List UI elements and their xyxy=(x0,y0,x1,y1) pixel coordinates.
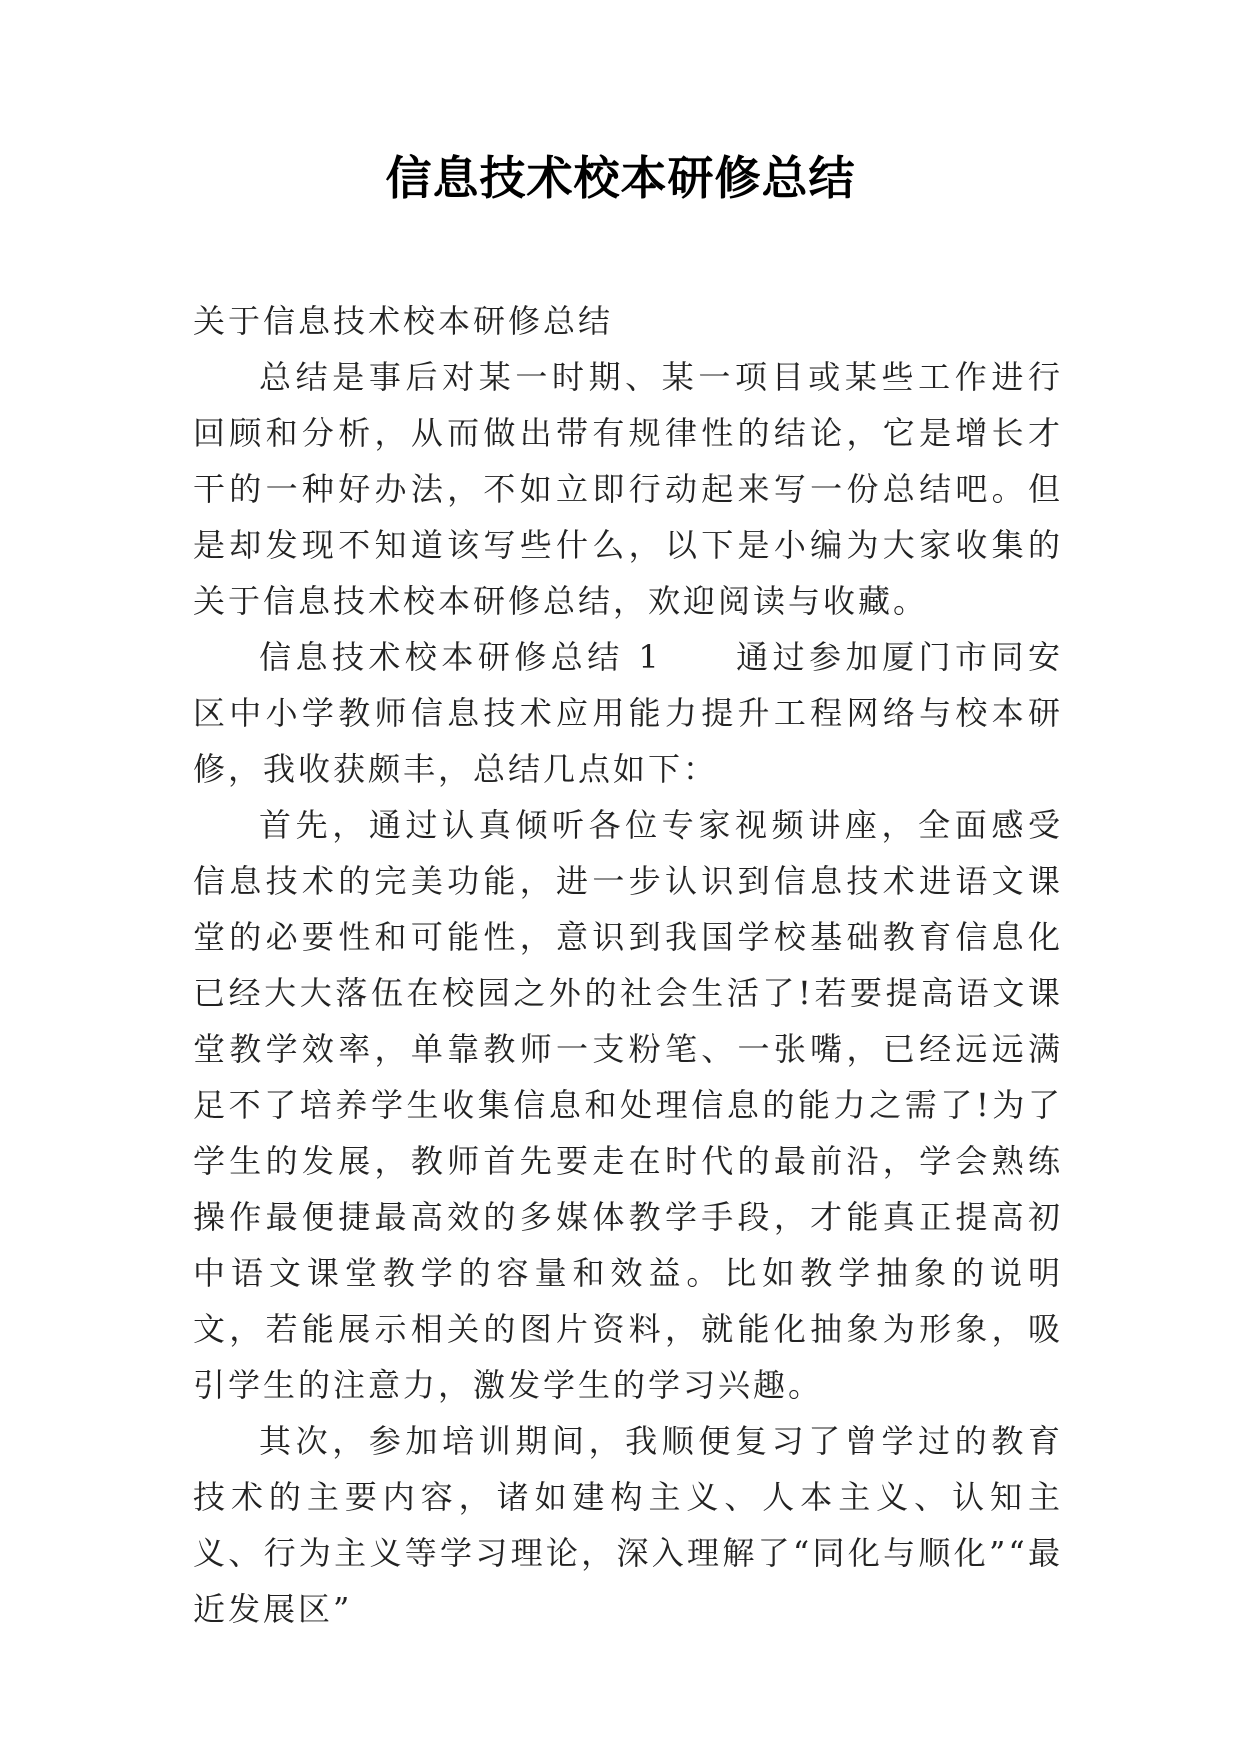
paragraph-second: 其次，参加培训期间，我顺便复习了曾学过的教育技术的主要内容，诸如建构主义、人本主义、认知主义、行为主义等学习理论，深入理解了“同化与顺化”“最近发展区” xyxy=(193,1422,1063,1628)
document-subtitle: 关于信息技术校本研修总结 xyxy=(193,302,614,340)
paragraph-intro: 总结是事后对某一时期、某一项目或某些工作进行回顾和分析，从而做出带有规律性的结论，它是增长才干的一种好办法，不如立即行动起来写一份总结吧。但是却发现不知道该写些什么，以下是小编为大家收集的关于信息技术校本研修总结，欢迎阅读与收藏。 xyxy=(193,358,1063,620)
document-title: 信息技术校本研修总结 xyxy=(385,151,856,205)
paragraph-first: 首先，通过认真倾听各位专家视频讲座，全面感受信息技术的完美功能，进一步认识到信息技术进语文课堂的必要性和可能性，意识到我国学校基础教育信息化已经大大落伍在校园之外的社会生活了!若要提高语文课堂教学效率，单靠教师一支粉笔、一张嘴，已经远远满足不了培养学生收集信息和处理信息的能力之需了!为了学生的发展，教师首先要走在时代的最前沿，学会熟练操作最便捷最高效的多媒体教学手段，才能真正提高初中语文课堂教学的容量和效益。比如教学抽象的说明文，若能展示相关的图片资料，就能化抽象为形象，吸引学生的注意力，激发学生的学习兴趣。 xyxy=(193,806,1063,1404)
document-body xyxy=(193,293,1063,1637)
paragraph-section-1: 信息技术校本研修总结 1 通过参加厦门市同安区中小学教师信息技术应用能力提升工程网络与校本研修，我收获颇丰，总结几点如下： xyxy=(193,638,1063,788)
